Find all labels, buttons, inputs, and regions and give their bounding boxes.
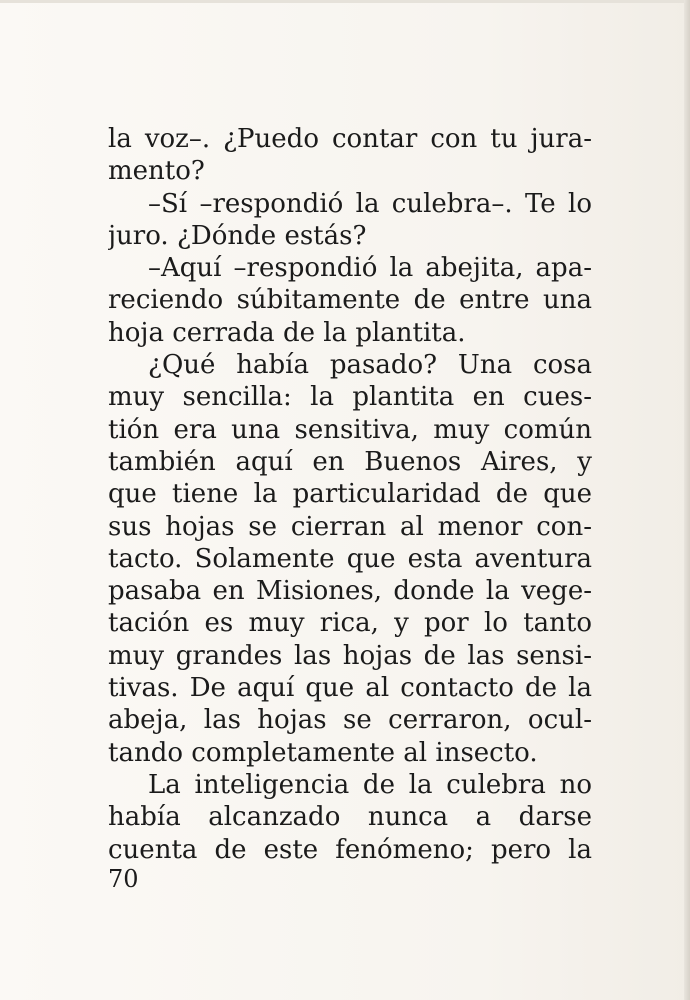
text-line: tación es muy rica, y por lo tanto [108,608,592,639]
page-top-edge [0,0,690,3]
text-line: la voz–. ¿Puedo contar con tu jura- [108,124,592,154]
text-line: tivas. De aquí que al contacto de la [108,673,592,704]
body-text [108,123,592,866]
text-line: cuenta de este fenómeno; pero la [108,834,592,865]
page-right-edge [684,0,690,1000]
text-line: –Aquí –respondió la abejita, apa- [148,253,592,284]
text-line: hoja cerrada de la plantita. [108,317,466,348]
page-number: 70 [108,865,139,893]
text-line: abeja, las hojas se cerraron, ocul- [108,705,592,736]
text-line: reciendo súbitamente de entre una [108,285,592,316]
text-line: –Sí –respondió la culebra–. Te lo [148,188,592,219]
text-line: juro. ¿Dónde estás? [108,220,367,251]
text-line: sus hojas se cierran al menor con- [108,511,592,542]
text-line: que tiene la particularidad de que [108,479,592,510]
text-line: La inteligencia de la culebra no [148,769,592,800]
text-line: ¿Qué había pasado? Una cosa [148,350,592,381]
text-line: también aquí en Buenos Aires, y [108,446,592,477]
text-line: muy sencilla: la plantita en cues- [108,382,592,413]
text-line: muy grandes las hojas de las sensi- [108,640,592,671]
text-line: tión era una sensitiva, muy común [108,414,592,445]
text-line: tacto. Solamente que esta aventura [108,543,592,574]
text-line: había alcanzado nunca a darse [108,802,592,833]
text-line: pasaba en Misiones, donde la vege- [108,576,592,607]
text-line: tando completamente al insecto. [108,737,538,768]
text-line: mento? [108,156,205,187]
